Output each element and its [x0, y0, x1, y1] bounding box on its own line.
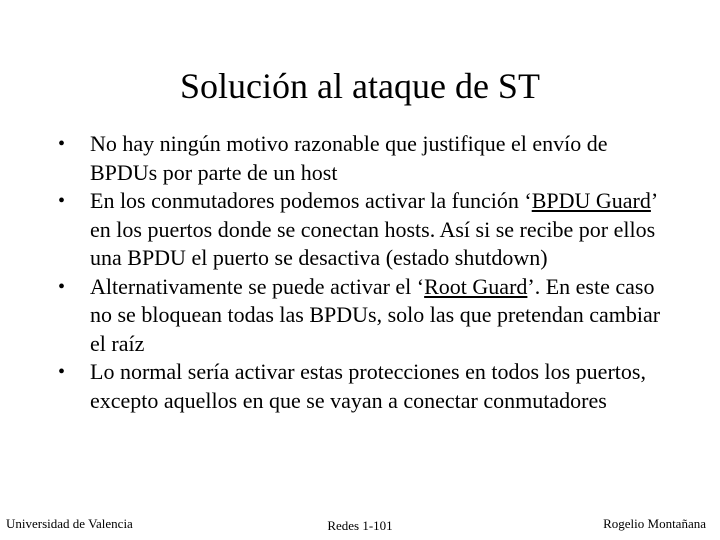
footer-course-page: Redes 1-101	[327, 518, 393, 533]
slide-title: Solución al ataque de ST	[180, 66, 540, 106]
bullet-text: En los conmutadores podemos activar la función ‘	[90, 188, 532, 213]
bullet-icon: •	[58, 361, 66, 383]
bullet-text: No hay ningún motivo razonable que justifique el envío de BPDUs por parte de un host	[90, 131, 608, 185]
bullet-text: Alternativamente se puede activar el ‘	[90, 273, 425, 299]
bullet-item	[56, 273, 676, 359]
bullet-text: ’ en los puertos donde se conectan hosts. Así si se recibe por ellos una BPDU el puerto se desactiva (estado shutdown)	[90, 188, 657, 270]
footer-author: Rogelio Montañana	[603, 516, 706, 531]
bullet-item	[56, 130, 676, 187]
bullet-list	[56, 130, 676, 415]
bullet-item	[56, 358, 676, 415]
bullet-item	[56, 187, 676, 273]
root-guard-term: Root Guard	[424, 273, 528, 299]
bullet-icon: •	[58, 275, 66, 298]
bullet-text: ’. En este caso no se bloquean todas las BPDUs, solo las que pretendan cambiar el raíz	[90, 273, 661, 356]
bullet-icon: •	[58, 190, 66, 212]
bullet-text: Lo normal sería activar estas protecciones en todos los puertos, excepto aquellos en que se vayan a conectar conmutadores	[90, 359, 646, 413]
bullet-icon: •	[58, 133, 66, 155]
footer-institution: Universidad de Valencia	[6, 516, 133, 531]
bpdu-guard-term: BPDU Guard	[531, 188, 651, 213]
